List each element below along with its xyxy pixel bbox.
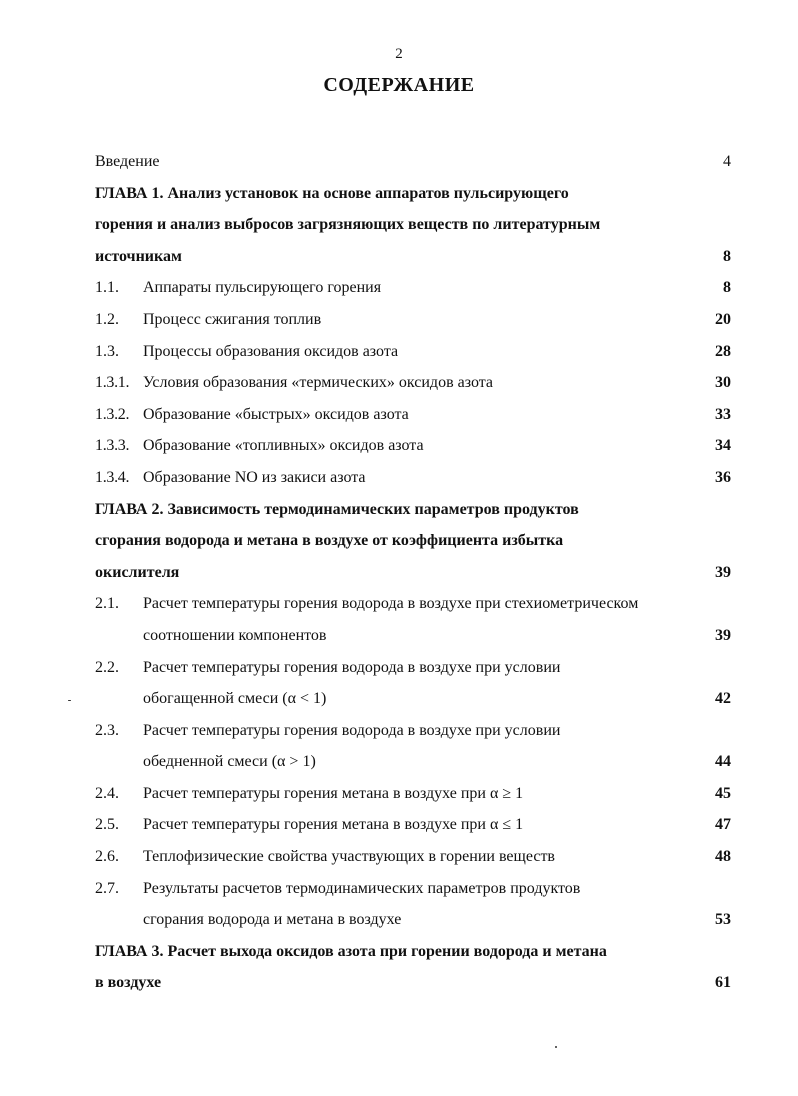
toc-entry-page: 8 [723, 279, 731, 297]
toc-entry-title [95, 272, 731, 304]
toc-entry-line: Расчет температуры горения метана в воздухе при α ≤ 1 [143, 816, 524, 834]
toc-entry-title [95, 494, 731, 589]
toc-section [95, 809, 731, 841]
toc-section [95, 272, 731, 304]
toc-section [95, 367, 731, 399]
toc-entry-page: 48 [715, 848, 731, 866]
toc-entry-number: 1.1. [95, 279, 119, 297]
toc-entry-number: 2.5. [95, 816, 119, 834]
toc-entry-line: Образование «быстрых» оксидов азота [143, 405, 409, 423]
toc-entry-line: Образование NO из закиси азота [143, 468, 366, 486]
toc-entry-line: Введение [95, 153, 160, 170]
toc-entry-page: 28 [715, 342, 731, 360]
toc-entry-title [95, 778, 731, 810]
toc-entry-title [95, 367, 731, 399]
toc-entry-line: ГЛАВА 3. Расчет выхода оксидов азота при горении водорода и метана [95, 942, 607, 960]
toc-entry-number: 1.3.1. [95, 374, 130, 392]
toc-entry-line: источникам [95, 247, 182, 265]
toc-entry-number: 1.3.4. [95, 468, 130, 486]
toc-entry-line: окислителя [95, 563, 180, 581]
toc-entry-line: Аппараты пульсирующего горения [143, 279, 382, 297]
toc-entry-title [95, 715, 731, 778]
toc-entry-number: 2.7. [95, 879, 119, 897]
toc-section [95, 873, 731, 936]
toc-entry-line: Процессы образования оксидов азота [143, 342, 399, 360]
toc-entry-number: 2.2. [95, 658, 119, 676]
toc-entry-title [95, 936, 731, 999]
toc-entry-line: Условия образования «термических» оксидов азота [143, 374, 494, 392]
toc-entry-page: 45 [715, 784, 731, 802]
toc-entry-title [95, 809, 731, 841]
toc-entry-line: Процесс сжигания топлив [143, 310, 322, 328]
toc-section [95, 430, 731, 462]
toc-entry-line: Теплофизические свойства участвующих в горении веществ [143, 848, 555, 866]
toc-section [95, 652, 731, 715]
toc-entry-line: сгорания водорода и метана в воздухе [143, 911, 402, 929]
toc-entry-line: в воздухе [95, 974, 162, 992]
toc-entry-page: 36 [715, 468, 731, 486]
toc-entry-line: Образование «топливных» оксидов азота [143, 437, 424, 455]
toc-entry-title [95, 430, 731, 462]
toc-entry-number: 1.2. [95, 310, 119, 328]
toc-entry-title [95, 841, 731, 873]
toc-entry-line: Результаты расчетов термодинамических параметров продуктов [143, 879, 581, 897]
toc-entry-line: Расчет температуры горения метана в воздухе при α ≥ 1 [143, 784, 524, 802]
page-number: 2 [395, 46, 403, 62]
toc-section [95, 399, 731, 431]
scan-speck [555, 1046, 557, 1048]
toc-entry-title [95, 304, 731, 336]
toc-entry-line: Расчет температуры горения водорода в воздухе при условии [143, 658, 561, 676]
toc-entry-line: обедненной смеси (α > 1) [143, 753, 316, 771]
toc-entry-title [95, 178, 731, 273]
toc-entry-title [95, 462, 731, 494]
toc-entry-number: 1.3.2. [95, 405, 130, 423]
toc-entry-title [95, 336, 731, 368]
toc-entry-page: 20 [715, 310, 731, 328]
toc-entry-page: 30 [715, 374, 731, 392]
toc-entry-page: 34 [715, 437, 731, 455]
toc-entry-page: 39 [715, 563, 731, 581]
toc-section [95, 462, 731, 494]
toc-intro [95, 146, 731, 178]
toc-entry-title [95, 652, 731, 715]
toc-entry-number: 2.6. [95, 848, 119, 866]
toc-entry-page: 33 [715, 405, 731, 423]
toc-section [95, 715, 731, 778]
toc-entry-line: ГЛАВА 1. Анализ установок на основе аппаратов пульсирующего [95, 184, 569, 202]
toc-entry-page: 8 [723, 247, 731, 265]
toc-entry-title [95, 873, 731, 936]
toc-section [95, 336, 731, 368]
toc-section [95, 841, 731, 873]
toc-entry-page: 47 [715, 816, 731, 834]
page-title: СОДЕРЖАНИЕ [323, 74, 475, 96]
toc-entry-line: обогащенной смеси (α < 1) [143, 690, 327, 708]
toc-section [95, 778, 731, 810]
scan-speck [68, 700, 71, 701]
table-of-contents [95, 146, 731, 999]
toc-entry-page: 61 [715, 974, 731, 992]
toc-entry-page: 4 [723, 153, 731, 170]
toc-entry-line: ГЛАВА 2. Зависимость термодинамических параметров продуктов [95, 500, 579, 518]
toc-entry-line: соотношении компонентов [143, 626, 327, 644]
toc-entry-line: сгорания водорода и метана в воздухе от коэффициента избытка [95, 532, 564, 550]
toc-entry-title [95, 399, 731, 431]
toc-entry-page: 42 [715, 690, 731, 708]
toc-entry-page: 53 [715, 911, 731, 929]
toc-section [95, 304, 731, 336]
toc-entry-title [95, 588, 731, 651]
toc-chapter [95, 178, 731, 273]
toc-entry-number: 2.1. [95, 595, 119, 613]
toc-entry-title [95, 146, 731, 178]
toc-entry-number: 2.4. [95, 784, 119, 802]
toc-entry-number: 1.3.3. [95, 437, 130, 455]
toc-entry-line: Расчет температуры горения водорода в воздухе при стехиометрическом [143, 595, 639, 613]
toc-section [95, 588, 731, 651]
toc-entry-line: горения и анализ выбросов загрязняющих веществ по литературным [95, 216, 601, 234]
toc-entry-page: 39 [715, 626, 731, 644]
toc-entry-number: 2.3. [95, 721, 119, 739]
toc-chapter [95, 936, 731, 999]
toc-entry-number: 1.3. [95, 342, 119, 360]
toc-entry-line: Расчет температуры горения водорода в воздухе при условии [143, 721, 561, 739]
toc-entry-page: 44 [715, 753, 731, 771]
toc-chapter [95, 494, 731, 589]
